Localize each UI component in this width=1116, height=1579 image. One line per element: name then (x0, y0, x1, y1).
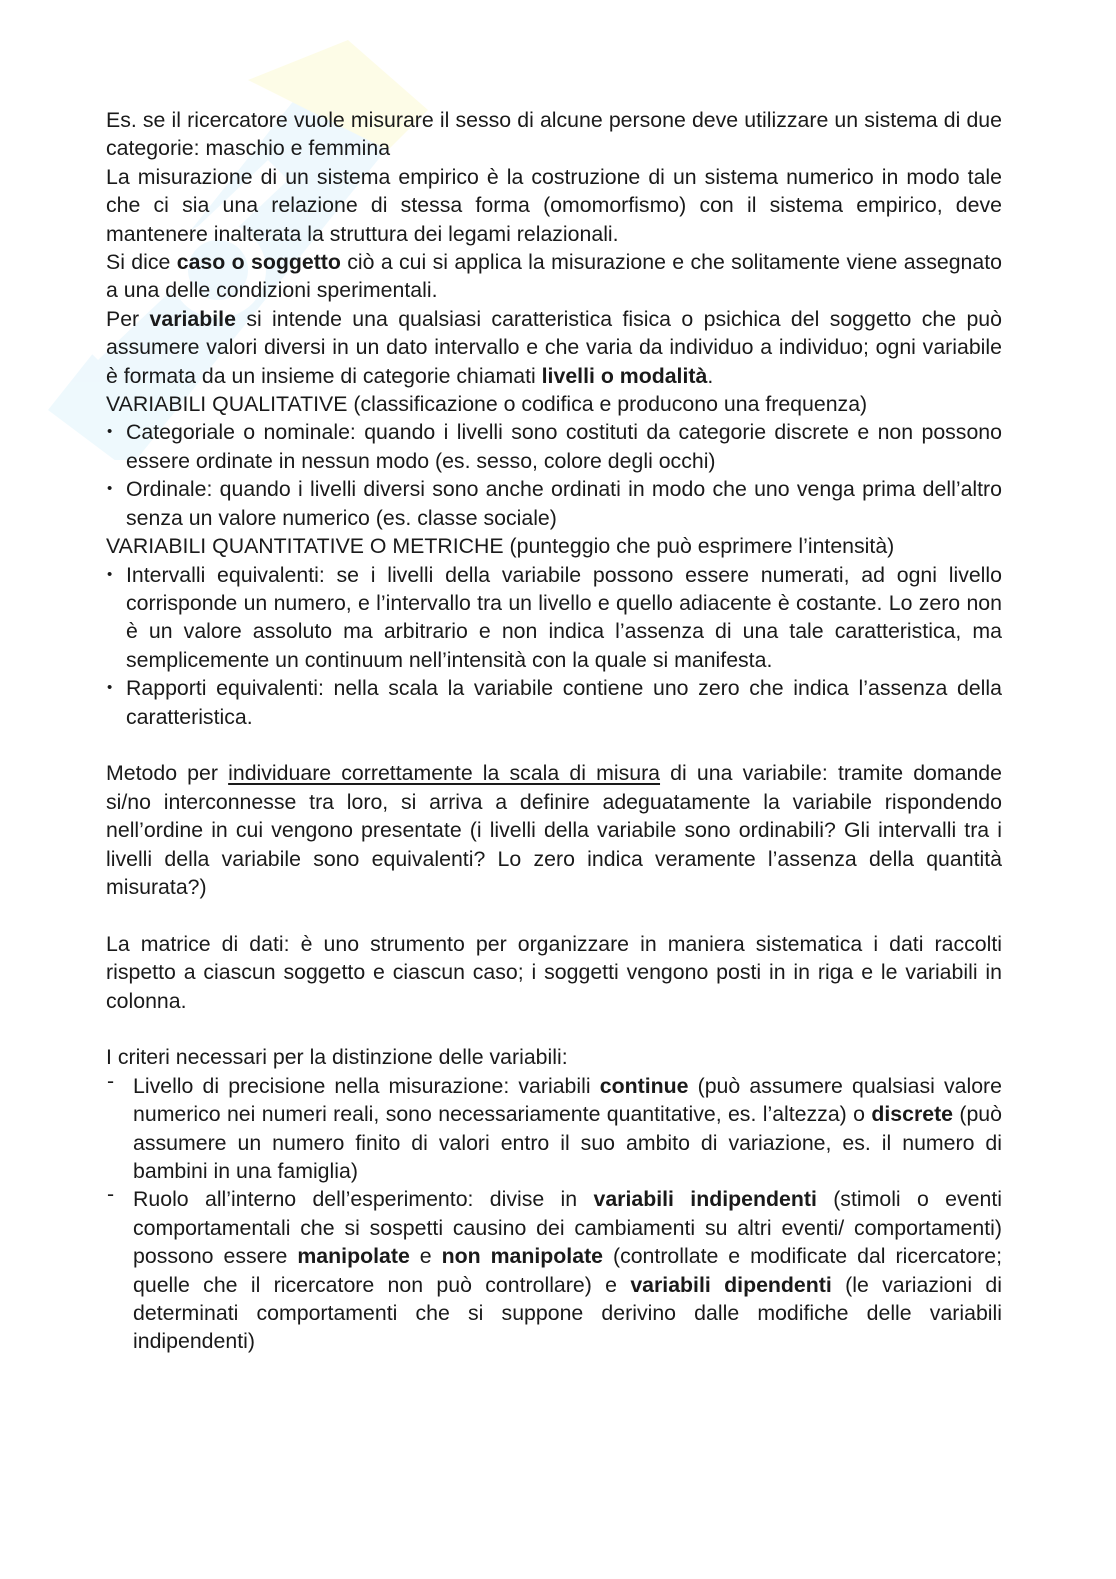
bullet-marker: • (107, 480, 113, 498)
heading-qualitative: VARIABILI QUALITATIVE (classificazione o codifica e producono una frequenza) (106, 392, 868, 417)
dash-marker: - (107, 1068, 115, 1093)
term-caso-soggetto: caso o soggetto (176, 250, 341, 275)
dash-marker: - (107, 1182, 115, 1207)
heading-criteri: I criteri necessari per la distinzione delle variabili: (106, 1045, 568, 1070)
paragraph-gap (106, 731, 1002, 759)
text-span: . (707, 363, 714, 388)
paragraph-variabile (106, 305, 1002, 390)
text-span: Livello di precisione nella misurazione: variabili (133, 1073, 600, 1098)
paragraph-metodo (106, 759, 1002, 901)
bullet-marker: • (107, 423, 113, 441)
text-span: Ruolo all’interno dell’esperimento: divise in (133, 1187, 594, 1212)
text-span: (può assumere un numero finito di valori entro il suo ambito di variazione, es. il numero di bambini in una famiglia) (133, 1102, 1002, 1183)
text-span: Metodo per (106, 761, 229, 786)
term-livelli-modalita: livelli o modalità (541, 363, 708, 388)
list-item (106, 1182, 1003, 1355)
paragraph-example: Es. se il ricercatore vuole misurare il sesso di alcune persone deve utilizzare un sistema di due categorie: maschio e femmina (106, 108, 1002, 161)
paragraph-matrice: La matrice di dati: è uno strumento per organizzare in maniera sistematica i dati raccolti rispetto a ciascun soggetto e ciascun caso; i soggetti vengono posti in in riga e le variabili in colonna. (106, 931, 1002, 1013)
text-span: (può assumere qualsiasi valore numerico nei numeri reali, sono necessariamente quantitative, es. l’altezza) o (133, 1073, 1002, 1127)
underlined-phrase: individuare correttamente la scala di misura (228, 761, 661, 786)
paragraph-misurazione: La misurazione di un sistema empirico è la costruzione di un sistema numerico in modo tale che ci sia una relazione di stessa forma (omomorfismo) con il sistema empirico, deve mantenere inalterata la struttura dei legami relazionali. (106, 164, 1002, 246)
text-span: si intende una qualsiasi caratteristica fisica o psichica del soggetto che può assumere valori diversi in un dato intervallo e che varia da individuo a individuo; ogni variabile è formata da un insieme di categorie chiamati (106, 306, 1002, 388)
bullet-marker: • (107, 679, 113, 697)
bullet-marker: • (107, 565, 113, 583)
list-item (106, 475, 1002, 532)
term-variabile: variabile (149, 306, 236, 331)
paragraph-gap (106, 1015, 1002, 1043)
text-span: (controllate e modificate dal ricercatore; quelle che il ricercatore non può controllare) e (133, 1244, 1003, 1297)
list-criteri (106, 1068, 1003, 1356)
paragraph-caso-soggetto (106, 248, 1002, 305)
text-span: (le variazioni di determinati comportamenti che si suppone derivino dalle modifiche delle variabili indipendenti) (133, 1272, 1003, 1354)
term-continue: continue (599, 1073, 689, 1098)
term-non-manipolate: non manipolate (441, 1244, 604, 1269)
text-span: e (409, 1244, 442, 1269)
list-item (106, 561, 1002, 675)
text-span: ciò a cui si applica la misurazione e che solitamente viene assegnato a una delle condizioni sperimentali. (106, 250, 1002, 303)
list-item (106, 674, 1002, 731)
text-span: (stimoli o eventi comportamentali che si sospetti causino dei cambiamenti su altri eventi/ comportamenti) possono essere (133, 1187, 1002, 1269)
term-manipolate: manipolate (297, 1244, 410, 1269)
term-discrete: discrete (871, 1102, 954, 1127)
heading-quantitative: VARIABILI QUANTITATIVE O METRICHE (punteggio che può esprimere l’intensità) (106, 534, 895, 559)
term-variabili-indipendenti: variabili indipendenti (593, 1187, 817, 1212)
paragraph-gap (106, 901, 1002, 929)
document-body (106, 106, 1002, 1356)
term-variabili-dipendenti: variabili dipendenti (630, 1272, 832, 1297)
list-item-text: Ordinale: quando i livelli diversi sono anche ordinati in modo che uno venga prima dell’altro senza un valore numerico (es. classe sociale) (126, 477, 1002, 530)
list-item-text: Rapporti equivalenti: nella scala la variabile contiene uno zero che indica l’assenza della caratteristica. (126, 676, 1002, 729)
list-item-text: Categoriale o nominale: quando i livelli sono costituti da categorie discrete e non possono essere ordinate in nessun modo (es. sesso, colore degli occhi) (126, 420, 1002, 473)
text-span: Per (106, 306, 150, 331)
text-span: di una variabile: tramite domande si/no interconnesse tra loro, si arriva a definire adeguatamente la variabile rispondendo nell’ordine in cui vengono presentate (i livelli della variabile sono ordinabili? Gli intervalli tra i livelli della variabile sono equivalenti? Lo zero indica veramente l’assenza della quantità misurata?) (106, 761, 1002, 899)
list-quantitative (106, 561, 1002, 731)
list-qualitative (106, 418, 1002, 532)
text-span: Si dice (106, 250, 177, 275)
list-item-text: Intervalli equivalenti: se i livelli della variabile possono essere numerati, ad ogni livello corrisponde un numero, e l’intervallo tra un livello e quello adiacente è costante. Lo zero non è un valore assoluto ma arbitrario e non indica l’assenza di una tale caratteristica, ma semplicemente un continuum nell’intensità con la quale si manifesta. (126, 562, 1002, 672)
list-item (106, 418, 1002, 475)
list-item (106, 1068, 1002, 1186)
